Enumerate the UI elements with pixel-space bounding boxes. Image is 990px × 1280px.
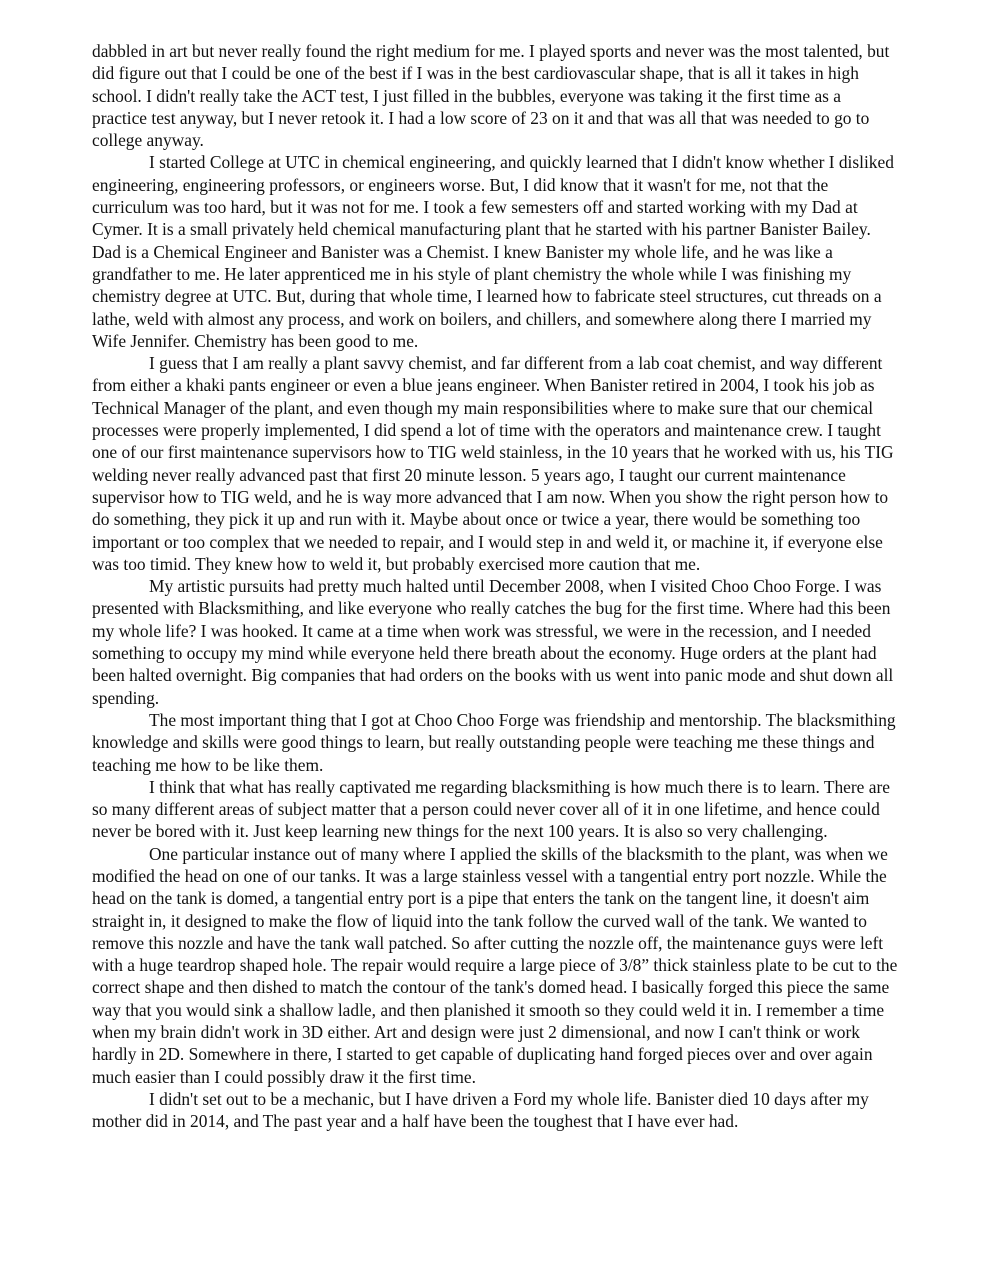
paragraph-captivated: I think that what has really captivated me regarding blacksmithing is how much there is to learn. There are so many different areas of subject matter that a person could never cover all of it in one lifetime, and hence could never be bored with it. Just keep learning new things for the next 100 years. It is also so very challenging. xyxy=(92,776,890,842)
paragraph-tank-head: One particular instance out of many where I applied the skills of the blacksmith to the plant, was when we modified the head on one of our tanks. It was a large stainless vessel with a tangential entry port nozzle. While the head on the tank is domed, a tangential entry port is a pipe that enters the tank on the tangent line, it doesn't aim straight in, it designed to make the flow of liquid into the tank follow the curved wall of the tank. We wanted to remove this nozzle and have the tank wall patched. So after cutting the nozzle off, the maintenance guys were left with a huge teardrop shaped hole. The repair would require a large piece of 3/8” thick stainless plate to be cut to the correct shape and then dished to match the contour of the tank's domed head. I basically forged this piece the same way that you would sink a shallow ladle, and then planished it smooth so they could weld it in. I remember a time when my brain didn't work in 3D either. Art and design were just 2 dimensional, and now I can't think or work hardly in 2D. Somewhere in there, I started to get capable of duplicating hand forged pieces over and over again much easier than I could possibly draw it the first time. xyxy=(92,843,898,1087)
paragraph-friendship-mentorship: The most important thing that I got at Choo Choo Forge was friendship and mentorship. The blacksmithing knowledge and skills were good things to learn, but really outstanding people were teaching me these things and teaching me how to be like them. xyxy=(92,709,896,775)
paragraph-art-sports-act: dabbled in art but never really found the right medium for me. I played sports and never was the most talented, but did figure out that I could be one of the best if I was in the best cardiovascular shape, that is all it takes in high school. I didn't really take the ACT test, I just filled in the bubbles, everyone was taking it the first time as a practice test anyway, but I never retook it. I had a low score of 23 on it and that was all that was needed to go to college anyway. xyxy=(92,41,890,151)
paragraph-plant-chemist: I guess that I am really a plant savvy chemist, and far different from a lab coat chemist, and way different from either a khaki pants engineer or even a blue jeans engineer. When Banister retired in 2004, I took his job as Technical Manager of the plant, and even though my main responsibilities where to make sure that our chemical processes were properly implemented, I did spend a lot of time with the operators and maintenance crew. I taught one of our first maintenance supervisors how to TIG weld stainless, in the 10 years that he worked with us, his TIG welding never really advanced past that first 20 minute lesson. 5 years ago, I taught our current maintenance supervisor how to TIG weld, and he is way more advanced that I am now. When you show the right person how to do something, they pick it up and run with it. Maybe about once or twice a year, there would be something too important or too complex that we needed to repair, and I would step in and weld it, or machine it, if everyone else was too timid. They knew how to weld it, but probably exercised more caution that me. xyxy=(92,353,894,574)
paragraph-mechanic: I didn't set out to be a mechanic, but I have driven a Ford my whole life. Banister died 10 days after my mother did in 2014, and The past year and a half have been the toughest that I have ever had. xyxy=(92,1088,869,1132)
paragraph-college-cymer: I started College at UTC in chemical engineering, and quickly learned that I didn't know whether I disliked engineering, engineering professors, or engineers worse. But, I did know that it wasn't for me, not that the curriculum was too hard, but it was not for me. I took a few semesters off and started working with my Dad at Cymer. It is a small privately held chemical manufacturing plant that he started with his partner Banister Bailey. Dad is a Chemical Engineer and Banister was a Chemist. I knew Banister my whole life, and he was like a grandfather to me. He later apprenticed me in his style of plant chemistry the whole while I was finishing my chemistry degree at UTC. But, during that whole time, I learned how to fabricate steel structures, cut threads on a lathe, weld with almost any process, and work on boilers, and chillers, and somewhere along there I married my Wife Jennifer. Chemistry has been good to me. xyxy=(92,152,894,351)
paragraph-choo-choo-forge: My artistic pursuits had pretty much halted until December 2008, when I visited Choo Choo Forge. I was presented with Blacksmithing, and like everyone who really catches the bug for the first time. Where had this been my whole life? I was hooked. It came at a time when work was stressful, we were in the recession, and I needed something to occupy my mind while everyone held there breath about the economy. Huge orders at the plant had been halted overnight. Big companies that had orders on the books with us went into panic mode and shut down all spending. xyxy=(92,576,894,708)
document-page xyxy=(92,40,898,1133)
